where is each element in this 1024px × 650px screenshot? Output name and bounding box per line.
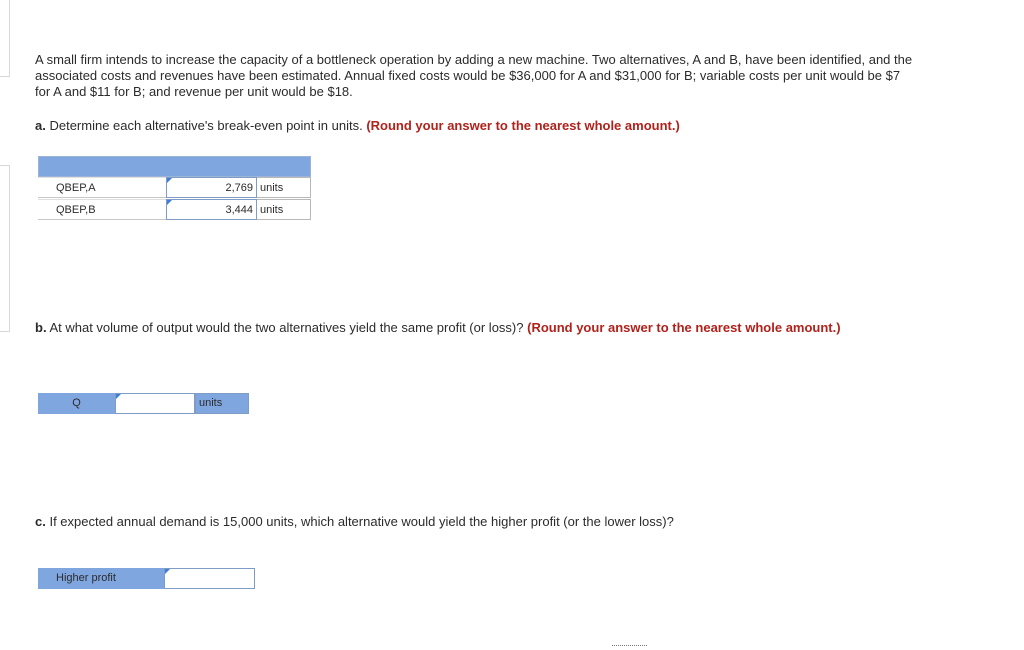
part-c-text: If expected annual demand is 15,000 units, which alternative would yield the higher profit (or the lower loss)? — [49, 514, 674, 529]
input-flag-icon — [116, 394, 121, 399]
part-b-hint: (Round your answer to the nearest whole amount.) — [527, 320, 841, 335]
problem-statement: A small firm intends to increase the capacity of a bottleneck operation by adding a new machine. Two alternatives, A and B, have been identified, and the associated costs and revenues have been estimated. Annual fixed costs would be $36,000 for A and $31,000 for B; variable costs per unit would be $7 for A and $11 for B; and revenue per unit would be $18. — [35, 52, 913, 99]
qbep-b-value: 3,444 — [225, 204, 253, 216]
part-b-question — [35, 320, 915, 336]
part-b-text: At what volume of output would the two alternatives yield the same profit (or loss)? — [49, 320, 524, 335]
dotted-divider — [612, 645, 647, 646]
left-edge-bar-bottom — [0, 165, 10, 332]
left-edge-bar-top — [0, 0, 10, 77]
input-flag-icon — [167, 178, 172, 183]
part-b-label: b. — [35, 320, 47, 335]
part-c-question — [35, 514, 915, 530]
higher-profit-label: Higher profit — [38, 568, 164, 589]
part-a-question — [35, 118, 915, 134]
qbep-a-input[interactable] — [166, 177, 257, 198]
part-a-hint: (Round your answer to the nearest whole amount.) — [366, 118, 680, 133]
part-c-label: c. — [35, 514, 46, 529]
row-label-qbep-a: QBEP,A — [38, 177, 166, 198]
part-a-label: a. — [35, 118, 46, 133]
qbep-a-value: 2,769 — [225, 182, 253, 194]
q-row-label: Q — [38, 393, 115, 414]
unit-label: units — [195, 393, 249, 414]
part-a-text: Determine each alternative's break-even point in units. — [49, 118, 363, 133]
qbep-b-input[interactable] — [166, 199, 257, 220]
unit-label: units — [257, 177, 311, 198]
input-flag-icon — [167, 200, 172, 205]
answer-table-header — [38, 156, 311, 177]
q-input[interactable] — [115, 393, 195, 414]
row-label-qbep-b: QBEP,B — [38, 199, 166, 220]
input-flag-icon — [165, 569, 170, 574]
unit-label: units — [257, 199, 311, 220]
higher-profit-select[interactable] — [164, 568, 255, 589]
